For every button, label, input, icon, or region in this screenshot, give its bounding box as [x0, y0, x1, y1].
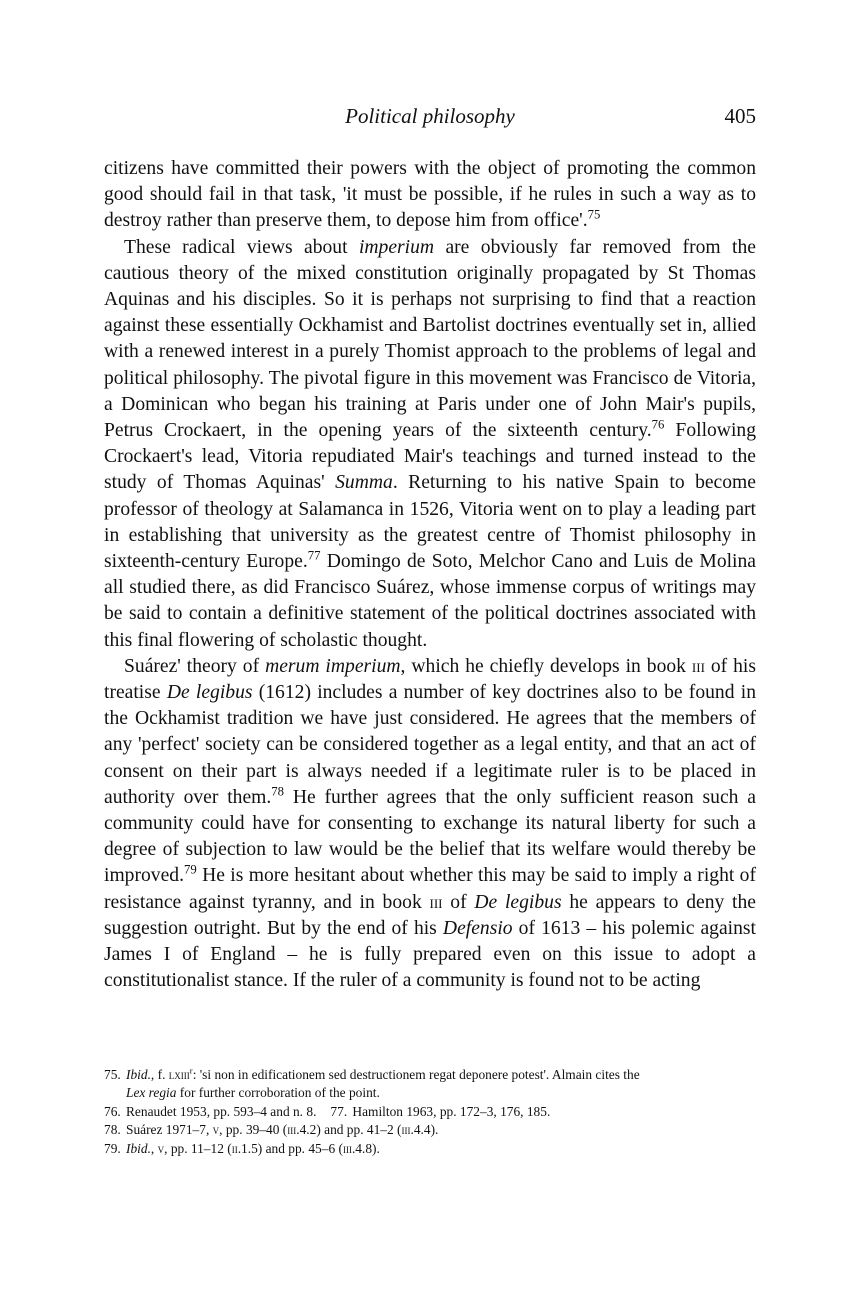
page-header [104, 104, 756, 134]
paragraph-1: citizens have committed their powers with the object of promoting the common good should fail in that task, 'it must be possible, if he rules in such a way as to destroy rather than preserve them, to depose him from office'.$^{75}$ [104, 158, 756, 232]
footnote-ref-77[interactable]: 77 [307, 548, 321, 563]
paragraph-3: Suárez' theory of merum imperium, which he chiefly develops in book iii of his treatise De legibus (1612) includes a number of key doctrines also to be found in the Ockhamist tradition we have just considered. He agrees that the members of any 'perfect' society can be considered together as a legal entity, and that an act of consent on their part is always needed if a legitimate ruler is to be placed in authority over them.$^{78}$ He further agrees that the only sufficient reason such a community could have for consenting to exchange its natural liberty for such a degree of subjection to law would be the belief that its welfare would thereby be improved.$^{79}$ He is more hesitant about whether this may be said to imply a right of resistance against tyranny, and in book iii of De legibus he appears to deny the suggestion outright. But by the end of his Defensio of 1613 – his polemic against James I of England – he is fully prepared even on this issue to adopt a constitutionalist stance. If the ruler of a community is found not to be acting [104, 655, 757, 992]
footnotes [104, 1066, 756, 1158]
page-number: 405 [724, 104, 756, 128]
footnote-79: 79. Ibid., v, pp. 11–12 (ii.1.5) and pp. 45–6 (iii.4.8). [104, 1140, 380, 1156]
footnote-78: 78. Suárez 1971–7, v, pp. 39–40 (iii.4.2) and pp. 41–2 (iii.4.4). [104, 1122, 439, 1138]
footnote-ref-79[interactable]: 79 [184, 862, 197, 877]
footnote-77: 77. Hamilton 1963, pp. 172–3, 176, 185. [330, 1103, 551, 1119]
footnote-ref-76[interactable]: 76 [651, 417, 665, 432]
footnote-ref-75[interactable]: 75 [587, 207, 601, 222]
running-title: Political philosophy [345, 104, 515, 128]
footnote-ref-78[interactable]: 78 [271, 784, 285, 799]
footnote-76-77: 76. Renaudet 1953, pp. 593–4 and n. 8. 77. Hamilton 1963, pp. 172–3, 176, 185. [104, 1103, 756, 1121]
main-text [104, 156, 756, 995]
paragraph-2: These radical views about imperium are obviously far removed from the cautious theory of the mixed constitution originally propagated by St Thomas Aquinas and his disciples. So it is perhaps not surprising to find that a reaction against these essentially Ockhamist and Bartolist doctrines eventually set in, allied with a renewed interest in a purely Thomist approach to the problems of legal and political philosophy. The pivotal figure in this movement was Francisco de Vitoria, a Dominican who began his training at Paris under one of John Mair's pupils, Petrus Crockaert, in the opening years of the sixteenth century.$^{76}$ Following Crockaert's lead, Vitoria repudiated Mair's teachings and turned instead to the study of Thomas Aquinas' Summa. Returning to his native Spain to become professor of theology at Salamanca in 1526, Vitoria went on to play a leading part in establishing that university as the greatest centre of Thomist philosophy in sixteenth-century Europe.$^{77}$ Domingo de Soto, Melchor Cano and Luis de Molina all studied there, as did Francisco Suárez, whose immense corpus of writings may be said to contain a definitive statement of the political doctrines associated with this final flowering of scholastic thought. [104, 236, 756, 651]
footnote-75: 75. Ibid., f. lxiii$^r$: 'si non in edificationem sed destructionem regat deponere potest'. Almain cites the Lex regia for further corroboration of the point. [104, 1065, 640, 1101]
